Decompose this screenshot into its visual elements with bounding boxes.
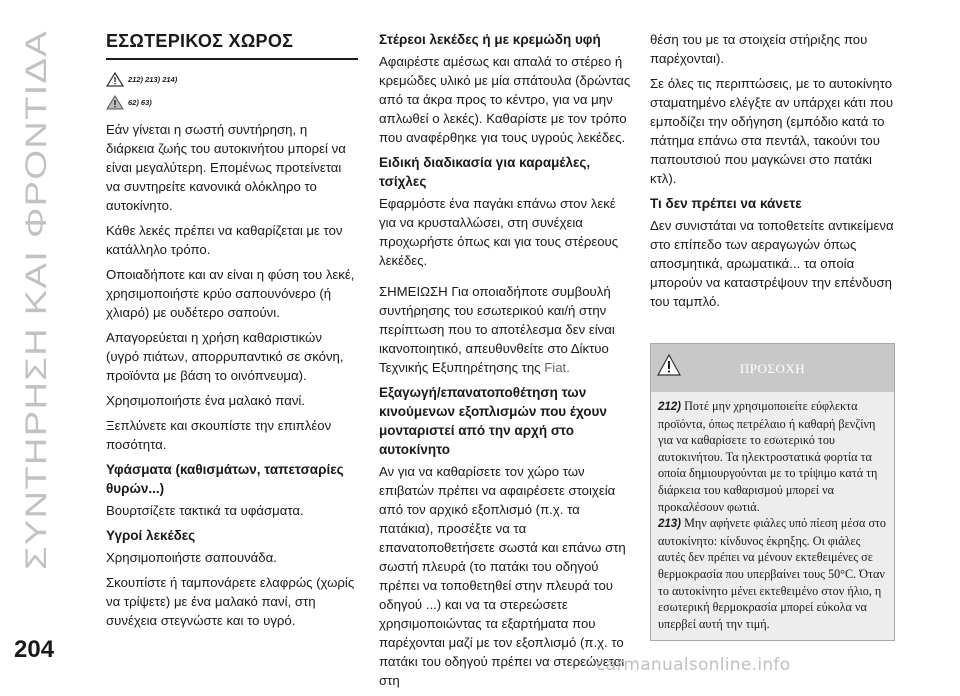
page-number: 204 [14, 636, 55, 663]
warning-reference-row [106, 70, 358, 89]
paragraph: Κάθε λεκές πρέπει να καθαρίζεται με τον κατάλληλο τρόπο. [106, 223, 343, 257]
chapter-side-title-svg [8, 18, 60, 578]
warning-item-213 [658, 515, 887, 632]
brand-name: Fiat. [544, 360, 570, 375]
paragraph: Χρησιμοποιήστε ένα μαλακό πανί. [106, 393, 306, 408]
column-2 [379, 30, 631, 696]
subheading-wet-stains: Υγροί λεκέδες [106, 528, 196, 543]
warning-number: 213) [658, 518, 682, 531]
section-title: ΕΣΩΤΕΡΙΚΟΣ ΧΩΡΟΣ [106, 30, 358, 60]
subheading-equipment: Εξαγωγή/επανατοποθέτηση των κινούμενων εξοπλισμών που έχουν μονταριστεί από την αρχή στο αυτοκίνητο [379, 385, 607, 457]
paragraph: Δεν συνιστάται να τοποθετείτε αντικείμενα στο επίπεδο των αεραγωγών όπως αποσμητικά, αρωματικά... τα οποία μπορούν να καταστρέψουν την επένδυση του ταμπλό. [650, 218, 894, 309]
paragraph: Ξεπλύνετε και σκουπίστε την επιπλέον ποσότητα. [106, 418, 332, 452]
paragraph: θέση του με τα στοιχεία στήριξης που παρέχονται). [650, 32, 868, 66]
caution-reference-numbers: 62) 63) [128, 98, 152, 107]
chapter-side-title-text: ΣΥΝΤΗΡΗΣΗ ΚΑΙ ΦΡΟΝΤΙΔΑ [20, 145, 53, 570]
column-3 [650, 30, 895, 641]
paragraph: Εφαρμόστε ένα παγάκι επάνω στον λεκέ για να κρυσταλλώσει, στη συνέχεια προχωρήστε όπως και για τους στέρεους λεκέδες. [379, 196, 619, 268]
paragraph: Οποιαδήποτε και αν είναι η φύση του λεκέ, χρησιμοποιήστε κρύο σαπουνόνερο (ή χλιαρό) με ουδέτερο σαπούνι. [106, 267, 355, 320]
paragraph: Εάν γίνεται η σωστή συντήρηση, η διάρκεια ζωής του αυτοκινήτου μπορεί να είναι μεγαλύτερη. Επομένως προτείνεται να συντηρείτε κανονικά ολόκληρο το αυτοκίνητο. [106, 122, 346, 213]
caution-triangle-icon [106, 95, 124, 110]
note-text: ΣΗΜΕΙΩΣΗ Για οποιαδήποτε συμβουλή συντήρησης του εσωτερικού και/ή στην περίπτωση που το αποτέλεσμα δεν είναι ικανοποιητικό, απευθυνθείτε στο Δίκτυο Τεχνικής Εξυπηρέτησης της [379, 284, 615, 375]
subheading-gum: Ειδική διαδικασία για καραμέλες, τσίχλες [379, 155, 591, 189]
chapter-side-title [8, 18, 60, 578]
subheading-dont: Τι δεν πρέπει να κάνετε [650, 196, 802, 211]
caution-reference-row [106, 93, 358, 112]
paragraph: Βουρτσίζετε τακτικά τα υφάσματα. [106, 503, 304, 518]
paragraph: Σε όλες τις περιπτώσεις, με το αυτοκίνητο σταματημένο ελέγξτε αν υπάρχει κάτι που εμποδίζει την οδήγηση (εμπόδιο κατά το πάτημα επάνω στα πεντάλ, τακούνι του παπουτσιού που μαγκώνει στο πατάκι κτλ). [650, 76, 894, 186]
warning-number: 212) [658, 401, 682, 413]
warning-text: Ποτέ μην χρησιμοποιείτε εύφλεκτα προϊόντα, όπως πετρέλαιο ή καθαρή βενζίνη για να καθαρίσετε το εσωτερικό του αυτοκινήτου. Τα ηλεκτροστατικά φορτία τα οποία δημιουργούνται με το τρίψιμο κατά τη διάρκεια του καθαρισμού μπορεί να προκαλέσουν φωτιά. [658, 399, 878, 514]
paragraph: Αν για να καθαρίσετε τον χώρο των επιβατών πρέπει να αφαιρέσετε στοιχεία από τον αρχικό εξοπλισμό (π.χ. τα πατάκια), προσέξτε να τα επανατοποθετήσετε σωστά και επάνω στη σωστή πλευρά (το πατάκι του οδηγού πρέπει να τοποθετηθεί στην πλευρά του οδηγού ...) και να τα στερεώσετε χρησιμοποιώντας τα εξαρτήματα που παρέχονται μαζί με τον εξοπλισμό (π.χ. το πατάκι του οδηγού πρέπει να στερεώνεται στη [379, 464, 626, 688]
column-1 [106, 30, 358, 636]
warning-box [650, 343, 895, 641]
warning-header [651, 344, 894, 392]
note-paragraph [379, 282, 631, 377]
subheading-fabrics: Υφάσματα (καθισμάτων, ταπετσαρίες θυρών...) [106, 462, 344, 496]
subheading-solid-stains: Στέρεοι λεκέδες ή με κρεμώδη υφή [379, 32, 601, 47]
warning-text: Μην αφήνετε φιάλες υπό πίεση μέσα στο αυτοκίνητο: κίνδυνος έκρηξης. Οι φιάλες αυτές δεν πρέπει να μένουν εκτεθειμένες σε θερμοκρασία που υπερβαίνει τους 50°C. Όταν το αυτοκίνητο μένει εκτεθειμένο στον ήλιο, η εσωτερική θερμοκρασία μπορεί εύκολα να υπερβεί αυτή την τιμή. [658, 516, 887, 631]
warning-item-212 [658, 398, 887, 515]
warning-reference-numbers: 212) 213) 214) [128, 75, 178, 84]
warning-title: ΠΡΟΣΟΧΗ [739, 361, 806, 376]
warning-triangle-icon [106, 72, 124, 87]
watermark: carmanualsonline.info [596, 655, 791, 675]
warning-body [651, 392, 894, 640]
paragraph: Αφαιρέστε αμέσως και απαλά το στέρεο ή κρεμώδες υλικό με μία σπάτουλα (δρώντας από τα άκρα προς το κέντρο, για να μην απλωθεί ο λεκές). Καθαρίστε με τον τρόπο που αναφέρθηκε για τους υγρούς λεκέδες. [379, 54, 631, 145]
paragraph: Απαγορεύεται η χρήση καθαριστικών (υγρό πιάτων, απορρυπαντικό σε σκόνη, προϊόντα με βάση το οινόπνευμα). [106, 330, 344, 383]
paragraph: Χρησιμοποιήστε σαπουνάδα. [106, 550, 277, 565]
paragraph: Σκουπίστε ή ταμπονάρετε ελαφρώς (χωρίς να τρίψετε) με ένα μαλακό πανί, στη συνέχεια στεγνώστε και το υγρό. [106, 575, 355, 628]
